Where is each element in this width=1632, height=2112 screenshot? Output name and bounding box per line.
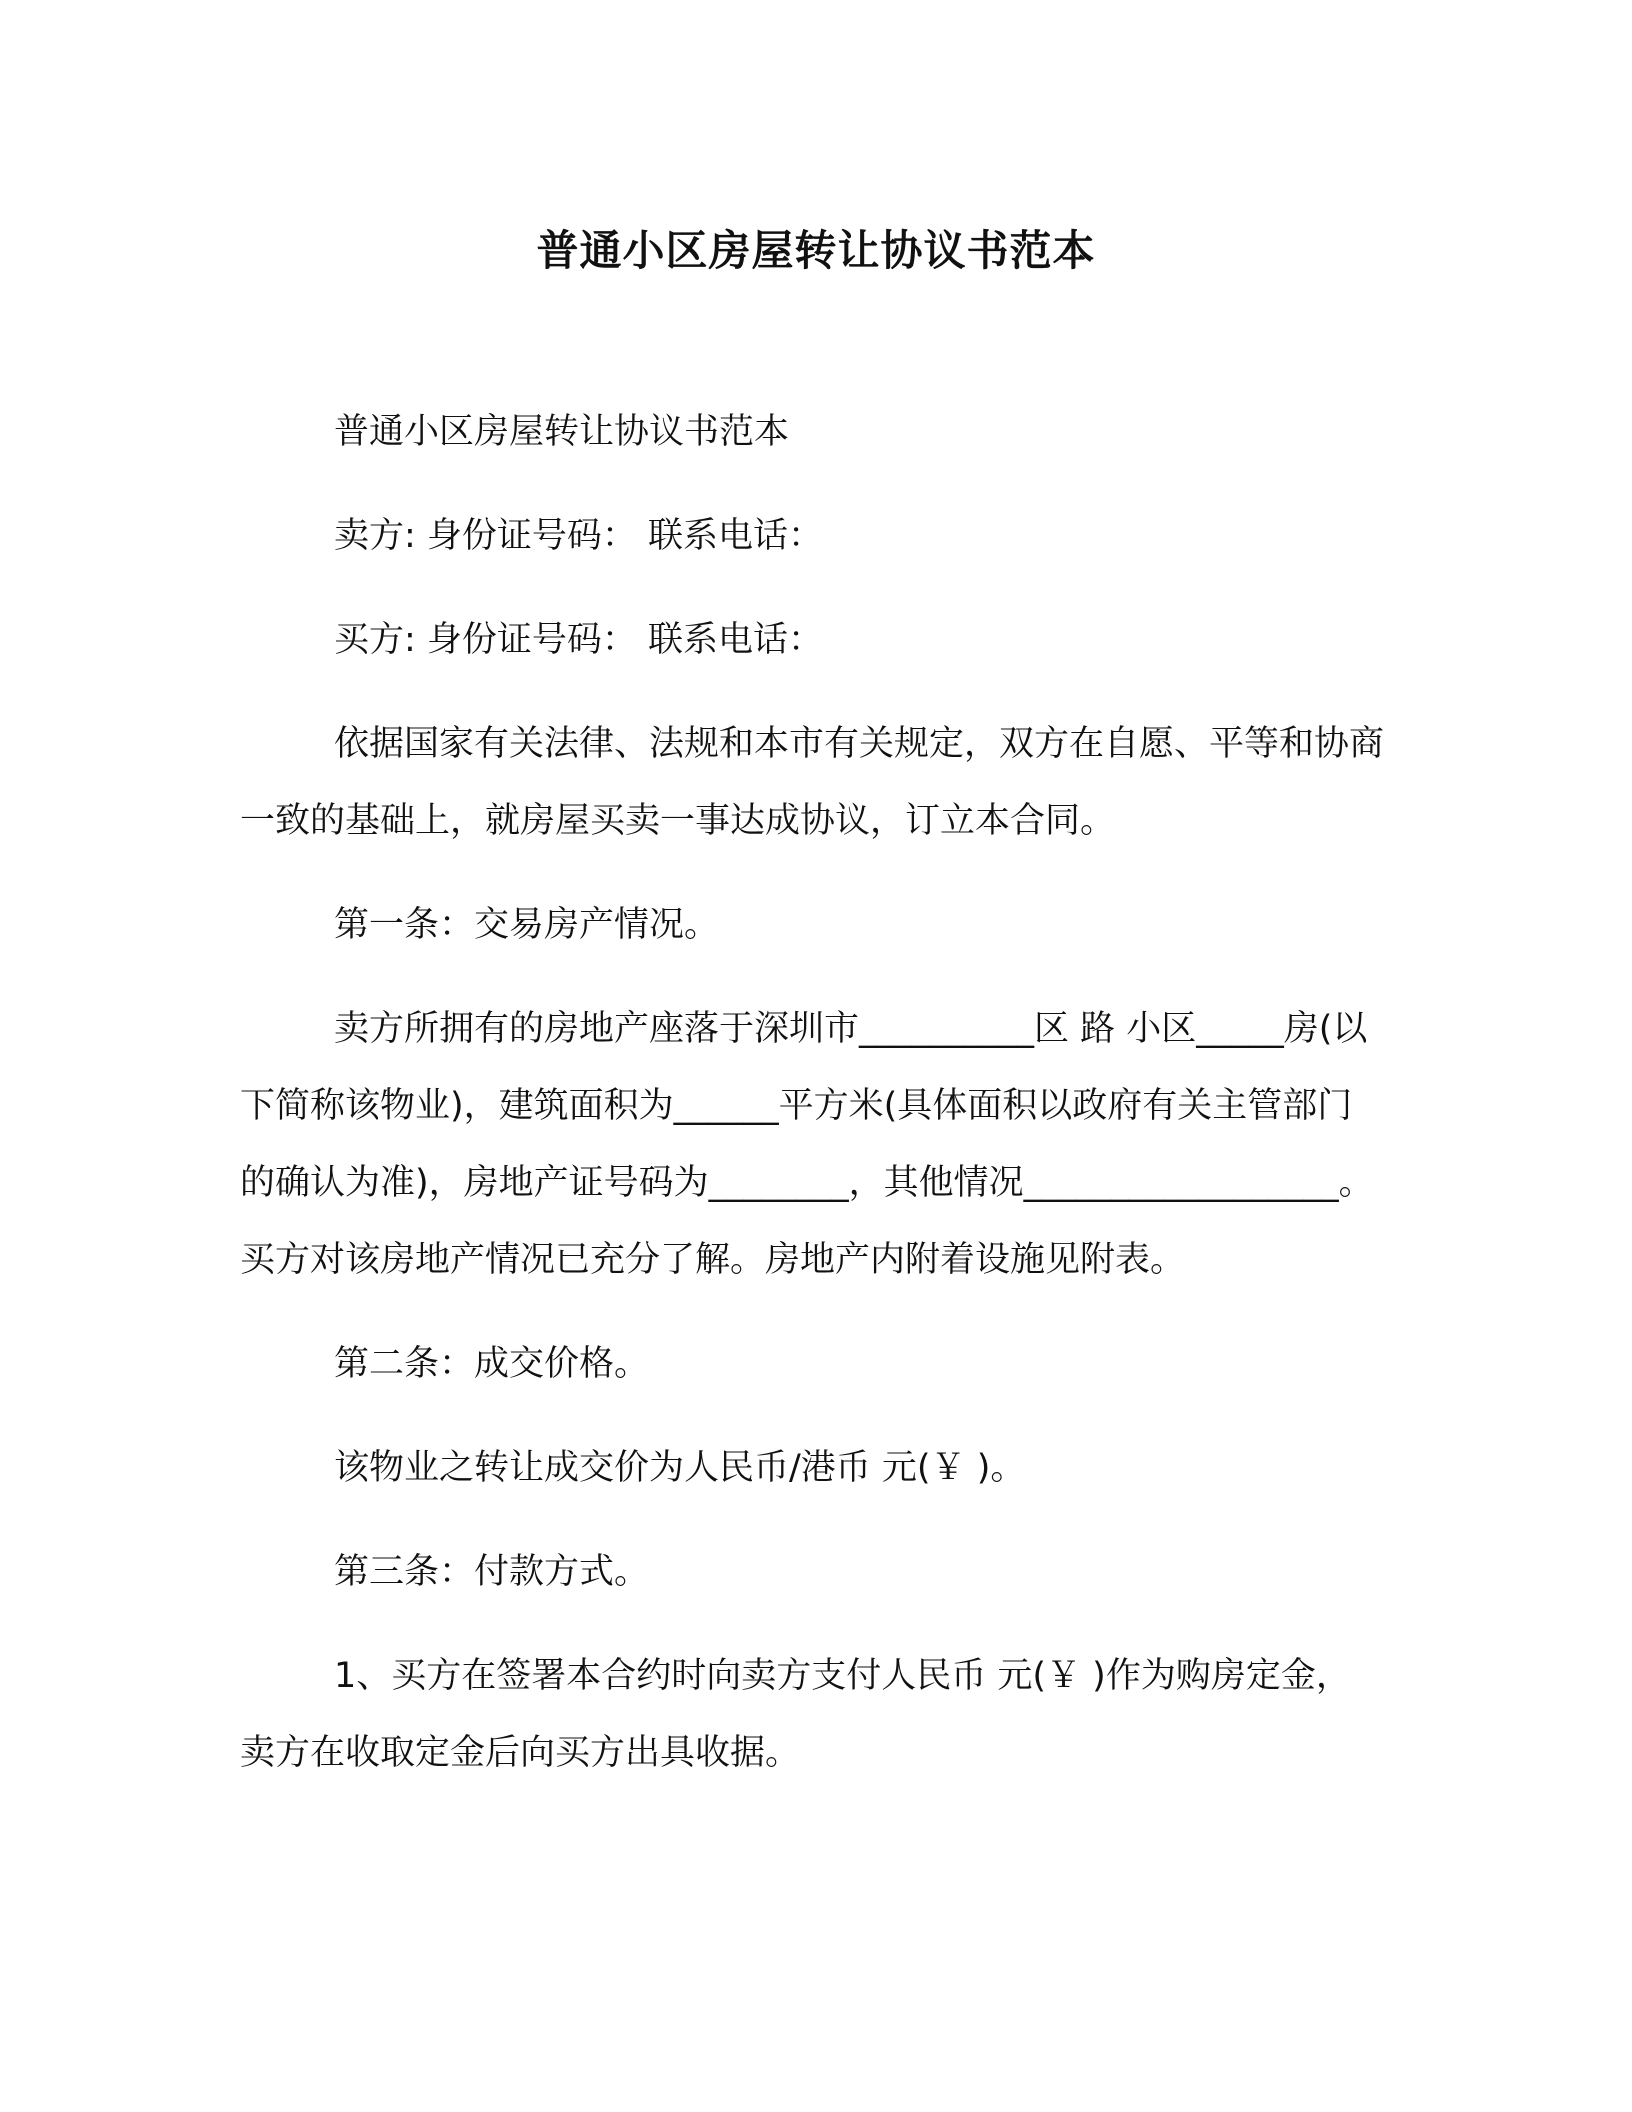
article-2-heading: 第二条：成交价格。 [334, 1344, 650, 1384]
preamble-paragraph: 依据国家有关法律、法规和本市有关规定，双方在自愿、平等和协商一致的基础上，就房屋买卖一事达成协议，订立本合同。 [240, 724, 1385, 841]
article-1-heading: 第一条：交易房产情况。 [334, 905, 720, 945]
document-title: 普通小区房屋转让协议书范本 [536, 226, 1096, 275]
article-3-heading: 第三条：付款方式。 [334, 1552, 650, 1592]
article-2-body: 该物业之转让成交价为人民币/港币 元(￥ )。 [334, 1448, 1026, 1488]
seller-info-line: 卖方: 身份证号码： 联系电话： [334, 516, 824, 556]
subtitle-paragraph: 普通小区房屋转让协议书范本 [334, 412, 790, 452]
article-3-clause-1: 1、买方在签署本合约时向卖方支付人民币 元(￥ )作为购房定金，卖方在收取定金后向买方出具收据。 [240, 1656, 1351, 1773]
buyer-info-line: 买方: 身份证号码： 联系电话： [334, 620, 824, 660]
document-body [240, 394, 1385, 1819]
article-1-body: 卖方所拥有的房地产座落于深圳市__________区 路 小区_____房(以下简称该物业)，建筑面积为______平方米(具体面积以政府有关主管部门的确认为准)，房地产证号码为________，其他情况__________________。买方对该房地产情况已充分了解。房地产内附着设施见附表。 [240, 1009, 1374, 1280]
